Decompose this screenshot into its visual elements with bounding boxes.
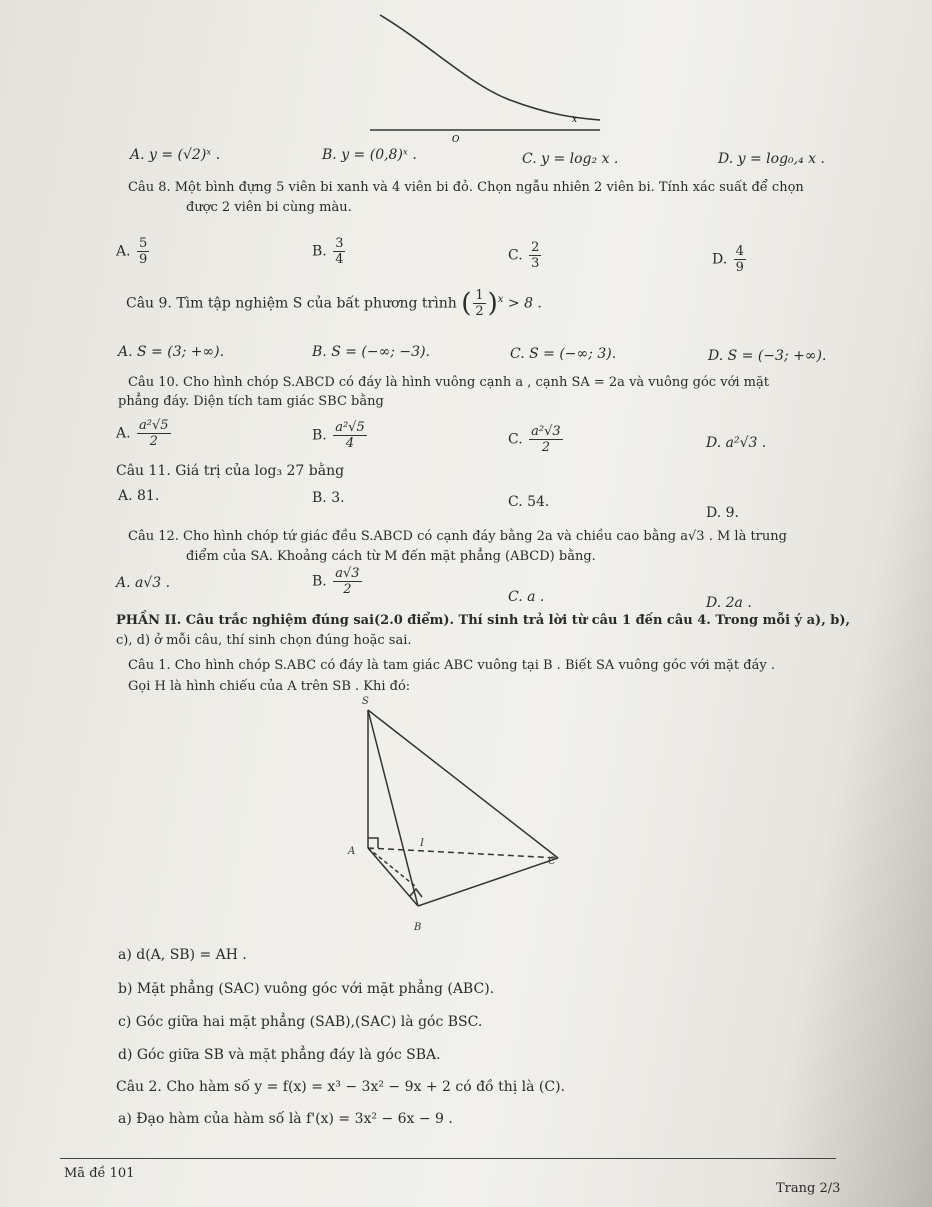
- p2q1-statement-b: b) Mặt phẳng (SAC) vuông góc với mặt phẳng (ABC).: [118, 981, 495, 997]
- q10-option-a: [116, 418, 173, 449]
- q11-option-a: A. 81.: [118, 488, 160, 504]
- denominator: 2: [343, 582, 352, 597]
- q10-option-c: [508, 424, 565, 455]
- q9-text: [126, 288, 542, 319]
- vertex-b-label: B: [414, 922, 422, 933]
- fraction: [137, 418, 171, 449]
- vertex-c-label: C: [548, 856, 556, 867]
- q7-option-a: A. y = (√2)ˣ .: [130, 147, 221, 163]
- left-paren: (: [461, 288, 472, 319]
- q11-option-c: C. 54.: [508, 494, 550, 510]
- graph-curve: [380, 15, 600, 120]
- denominator: 4: [335, 252, 344, 267]
- q12-text-line2: điểm của SA. Khoảng cách từ M đến mặt phẳng (ABCD) bằng.: [186, 549, 596, 564]
- q11-option-d: D. 9.: [706, 505, 739, 521]
- vertex-s-label: S: [362, 696, 369, 707]
- fraction: [473, 288, 485, 319]
- p2q1-text-line2: Gọi H là hình chiếu của A trên SB . Khi đó:: [128, 679, 411, 694]
- q11-text: Câu 11. Giá trị của log₃ 27 bằng: [116, 463, 345, 479]
- option-label: A.: [116, 425, 131, 442]
- exponent: x: [497, 293, 504, 305]
- p2q2-statement-a: a) Đạo hàm của hàm số là f'(x) = 3x² − 6x − 9 .: [118, 1111, 453, 1127]
- right-paren: ): [487, 288, 498, 319]
- numerator: a²√5: [335, 420, 365, 435]
- q10-text-line2: phẳng đáy. Diện tích tam giác SBC bằng: [118, 394, 384, 409]
- denominator: 9: [735, 260, 744, 275]
- q7-option-b: B. y = (0,8)ˣ .: [322, 147, 417, 163]
- point-i-label: I: [420, 838, 424, 849]
- q9-option-a: A. S = (3; +∞).: [118, 344, 225, 360]
- pyramid-figure: [0, 690, 932, 950]
- q12-option-b: [312, 566, 364, 597]
- fraction: [333, 566, 361, 597]
- option-label: A.: [116, 243, 131, 260]
- q7-option-c: C. y = log₂ x .: [522, 151, 619, 167]
- option-label: B.: [312, 427, 327, 444]
- numerator: 3: [335, 236, 344, 251]
- q10-option-b: [312, 420, 369, 451]
- graph-origin-label: O: [452, 135, 460, 145]
- denominator: 2: [541, 440, 551, 455]
- graph-x-label: x: [572, 115, 578, 125]
- p2q1-text-line1: Câu 1. Cho hình chóp S.ABC có đáy là tam giác ABC vuông tại B . Biết SA vuông góc với mặt đáy .: [128, 658, 775, 673]
- denominator: 4: [345, 436, 355, 451]
- numerator: 4: [735, 244, 744, 259]
- q8-option-c: [508, 240, 543, 271]
- option-label: B.: [312, 243, 327, 260]
- footer-divider: [60, 1158, 836, 1159]
- q9-suffix: > 8 .: [507, 295, 542, 312]
- numerator: 5: [139, 236, 148, 251]
- q9-option-b: B. S = (−∞; −3).: [312, 344, 430, 360]
- p2q1-statement-c: c) Góc giữa hai mặt phẳng (SAB),(SAC) là góc BSC.: [118, 1014, 483, 1030]
- numerator: a²√5: [139, 418, 169, 433]
- q9-option-d: D. S = (−3; +∞).: [708, 348, 827, 364]
- option-label: B.: [312, 573, 327, 590]
- q9-prefix: Câu 9. Tìm tập nghiệm S của bất phương trình: [126, 295, 457, 312]
- denominator: 2: [475, 304, 484, 319]
- q8-option-a: [116, 236, 151, 267]
- q12-option-a: A. a√3 .: [116, 575, 171, 591]
- q10-text-line1: Câu 10. Cho hình chóp S.ABCD có đáy là hình vuông cạnh a , cạnh SA = 2a và vuông góc với mặt: [128, 375, 769, 390]
- option-label: D.: [712, 251, 728, 268]
- part2-heading-line2: c), d) ở mỗi câu, thí sinh chọn đúng hoặc sai.: [116, 633, 412, 648]
- part2-heading-line1: PHẦN II. Câu trắc nghiệm đúng sai(2.0 điểm). Thí sinh trả lời từ câu 1 đến câu 4. Trong mỗi ý a), b),: [116, 613, 851, 628]
- option-label: C.: [508, 431, 523, 448]
- fraction: [333, 420, 367, 451]
- vertex-a-label: A: [348, 846, 356, 857]
- q8-text-line2: được 2 viên bi cùng màu.: [186, 200, 352, 215]
- denominator: 2: [149, 434, 158, 449]
- q12-text-line1: Câu 12. Cho hình chóp tứ giác đều S.ABCD có cạnh đáy bằng 2a và chiều cao bằng a√3 . M là trung: [128, 529, 787, 544]
- q8-text-line1: Câu 8. Một bình đựng 5 viên bi xanh và 4 viên bi đỏ. Chọn ngẫu nhiên 2 viên bi. Tính xác suất để chọn: [128, 180, 804, 195]
- fraction: [529, 240, 541, 271]
- option-label: C.: [508, 247, 523, 264]
- denominator: 9: [139, 252, 148, 267]
- fraction: [333, 236, 345, 267]
- page-number: Trang 2/3: [776, 1181, 841, 1196]
- numerator: a²√3: [531, 424, 561, 439]
- numerator: a√3: [335, 566, 360, 581]
- numerator: 1: [475, 288, 484, 303]
- p2q1-statement-d: d) Góc giữa SB và mặt phẳng đáy là góc SBA.: [118, 1047, 441, 1063]
- fraction: [734, 244, 746, 275]
- q7-option-d: D. y = log₀,₄ x .: [718, 151, 825, 167]
- exponential-graph: [0, 0, 932, 150]
- q8-option-b: [312, 236, 347, 267]
- exam-code: Mã đề 101: [64, 1166, 135, 1181]
- q12-option-d: D. 2a .: [706, 595, 752, 611]
- denominator: 3: [531, 256, 540, 271]
- numerator: 2: [531, 240, 540, 255]
- q11-option-b: B. 3.: [312, 490, 345, 506]
- p2q2-text: Câu 2. Cho hàm số y = f(x) = x³ − 3x² − 9x + 2 có đồ thị là (C).: [116, 1079, 566, 1095]
- q8-option-d: [712, 244, 748, 275]
- q9-option-c: C. S = (−∞; 3).: [510, 346, 617, 362]
- q10-option-d: D. a²√3 .: [706, 435, 767, 451]
- fraction: [529, 424, 563, 455]
- fraction: [137, 236, 149, 267]
- q12-option-c: C. a .: [508, 589, 545, 605]
- p2q1-statement-a: a) d(A, SB) = AH .: [118, 947, 247, 963]
